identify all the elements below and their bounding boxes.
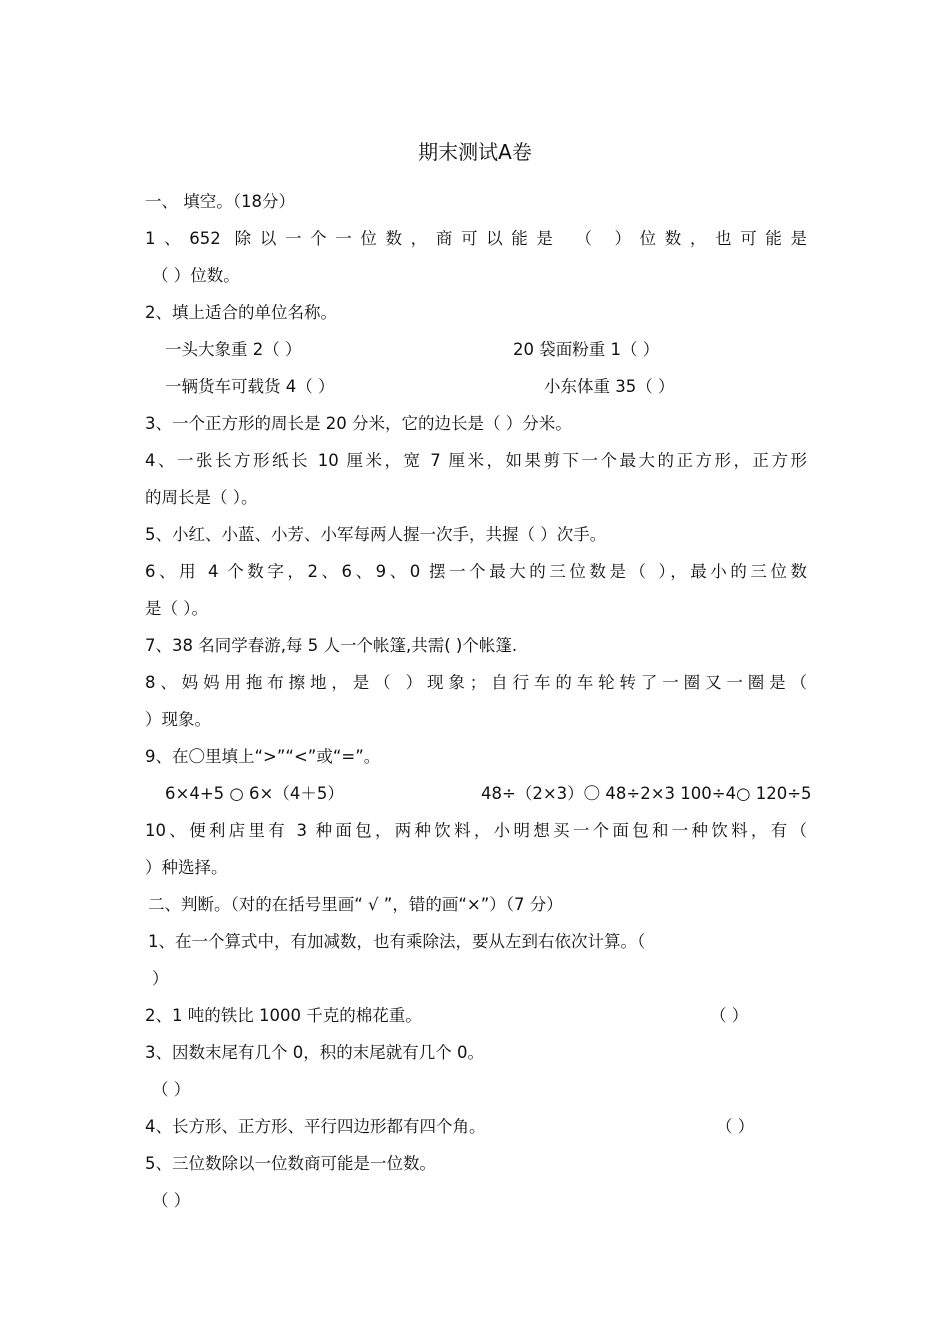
question-6-line-1: 6、用 4 个数字，2、6、9、0 摆一个最大的三位数是（ ），最小的三位数 — [145, 562, 807, 581]
question-1-line-2: （ ）位数。 — [152, 266, 240, 285]
question-2-item-d: 小东体重 35（ ） — [544, 377, 675, 396]
section-2-heading: 二、判断。（对的在括号里画“ √ ”，错的画“×”）（7 分） — [148, 895, 563, 914]
question-9: 9、在〇里填上“>”“<”或“=”。 — [145, 747, 381, 766]
judge-3: 3、因数末尾有几个 0，积的末尾就有几个 0。 — [145, 1043, 484, 1062]
question-2-item-b: 20 袋面粉重 1（ ） — [513, 340, 660, 359]
judge-4: 4、长方形、正方形、平行四边形都有四个角。 — [145, 1117, 486, 1136]
page-title: 期末测试A卷 — [418, 140, 532, 164]
judge-3-answer-paren: （ ） — [152, 1080, 191, 1099]
question-8-line-2: ）现象。 — [145, 710, 211, 729]
question-10-line-2: ）种选择。 — [145, 858, 228, 877]
judge-2-answer-paren: （ ） — [710, 1006, 749, 1025]
question-5: 5、小红、小蓝、小芳、小军每两人握一次手，共握（ ）次手。 — [145, 525, 607, 544]
question-4-line-2: 的周长是（ ）。 — [145, 488, 258, 507]
question-8-line-1: 8、妈妈用拖布擦地，是（ ）现象；自行车的车轮转了一圈又一圈是（ — [145, 673, 807, 692]
judge-5: 5、三位数除以一位数商可能是一位数。 — [145, 1154, 436, 1173]
judge-1-line-1: 1、在一个算式中，有加减数，也有乘除法，要从左到右依次计算。（ — [148, 932, 646, 951]
section-1-heading: 一、 填空。（18分） — [145, 192, 295, 211]
question-10-line-1: 10、便利店里有 3 种面包，两种饮料，小明想买一个面包和一种饮料，有（ — [145, 821, 807, 840]
judge-1-line-2: ） — [152, 969, 169, 988]
judge-2: 2、1 吨的铁比 1000 千克的棉花重。 — [145, 1006, 422, 1025]
judge-4-answer-paren: （ ） — [716, 1117, 755, 1136]
question-2-item-c: 一辆货车可载货 4（ ） — [165, 377, 335, 396]
question-9-expr-b: 48÷（2×3）〇 48÷2×3 100÷4○ 120÷5 — [481, 784, 812, 803]
question-6-line-2: 是（ ）。 — [145, 599, 208, 618]
question-2: 2、填上适合的单位名称。 — [145, 303, 337, 322]
judge-5-answer-paren: （ ） — [152, 1191, 191, 1210]
question-2-item-a: 一头大象重 2（ ） — [165, 340, 302, 359]
question-1-line-1: 1、652 除以一个一位数，商可以能是 （ ）位数，也可能是 — [145, 229, 807, 248]
question-7: 7、38 名同学春游,每 5 人一个帐篷,共需( )个帐篷. — [145, 636, 518, 655]
question-9-expr-a: 6×4+5 ○ 6×（4＋5） — [165, 784, 344, 803]
question-3: 3、一个正方形的周长是 20 分米，它的边长是（ ）分米。 — [145, 414, 572, 433]
question-4-line-1: 4、一张长方形纸长 10 厘米，宽 7 厘米，如果剪下一个最大的正方形，正方形 — [145, 451, 807, 470]
